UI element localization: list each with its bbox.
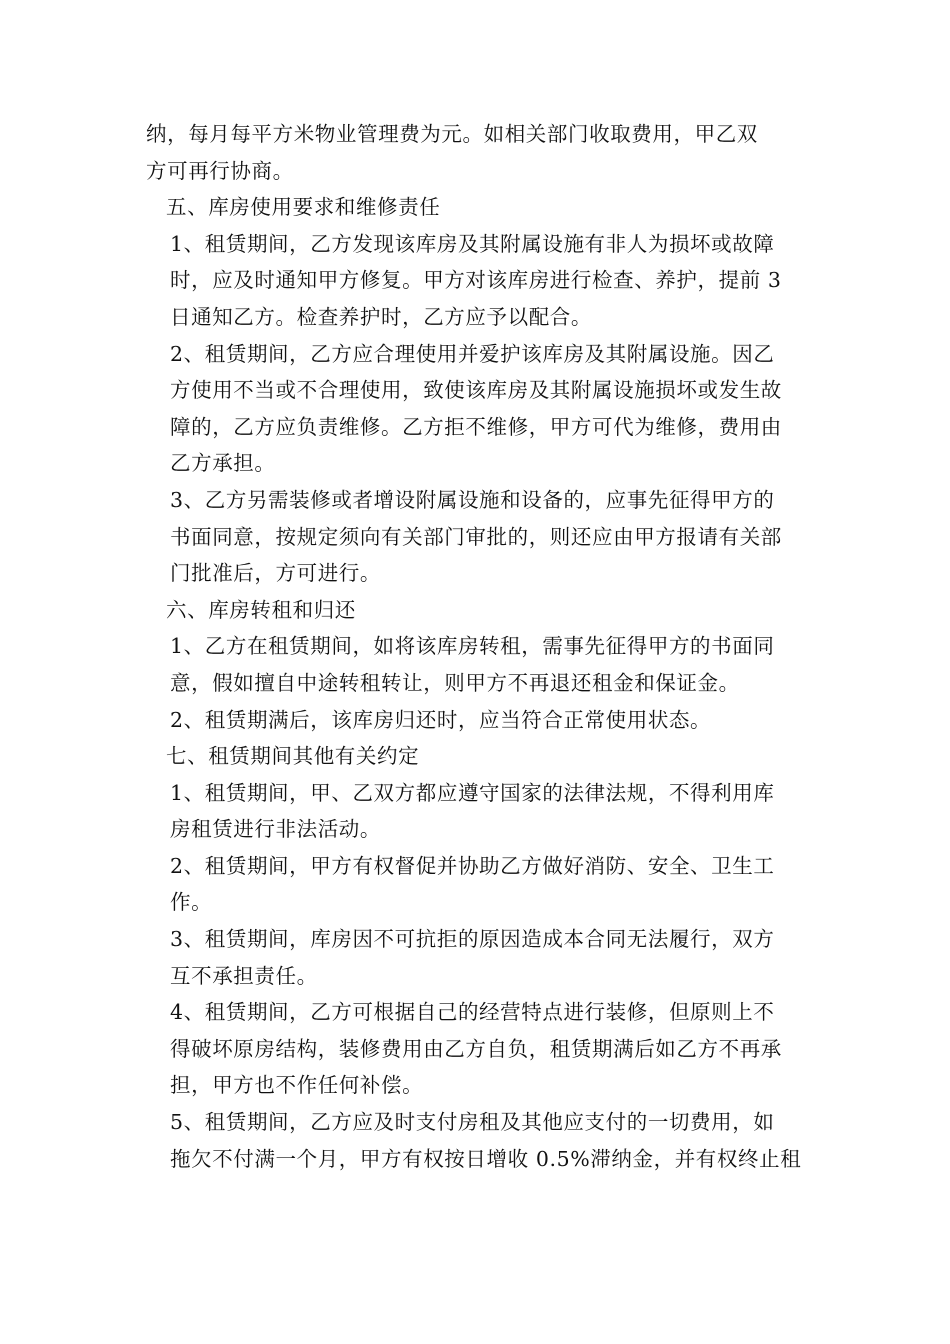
section-heading <box>146 738 808 775</box>
text-line: 七、租赁期间其他有关约定 <box>166 744 420 769</box>
text-line: 房租赁进行非法活动。 <box>170 817 381 842</box>
text-line: 纳，每月每平方米物业管理费为元。如相关部门收取费用，甲乙双 <box>146 122 758 146</box>
text-line: 时，应及时通知甲方修复。甲方对该库房进行检查、养护，提前 3 <box>170 268 782 293</box>
clause-paragraph <box>146 775 808 848</box>
text-line: 方使用不当或不合理使用，致使该库房及其附属设施损坏或发生故 <box>170 378 782 403</box>
text-line: 方可再行协商。 <box>146 158 294 183</box>
text-line: 3、租赁期间，库房因不可抗拒的原因造成本合同无法履行，双方 <box>170 927 775 952</box>
text-line: 书面同意，按规定须向有关部门审批的，则还应由甲方报请有关部 <box>170 524 782 549</box>
document-page <box>146 116 808 1177</box>
text-line: 3、乙方另需装修或者增设附属设施和设备的，应事先征得甲方的 <box>170 487 775 512</box>
text-line: 互不承担责任。 <box>170 963 318 988</box>
text-line: 意，假如擅自中途转租转让，则甲方不再退还租金和保证金。 <box>170 670 740 695</box>
text-line: 得破坏原房结构，装修费用由乙方自负，租赁期满后如乙方不再承 <box>170 1036 782 1061</box>
text-line: 障的，乙方应负责维修。乙方拒不维修，甲方可代为维修，费用由 <box>170 414 782 439</box>
text-line: 1、租赁期间，乙方发现该库房及其附属设施有非人为损坏或故障 <box>170 231 775 256</box>
clause-paragraph <box>146 1104 808 1177</box>
text-line: 门批准后，方可进行。 <box>170 561 381 586</box>
clause-paragraph <box>146 702 808 739</box>
text-line: 2、租赁期间，甲方有权督促并协助乙方做好消防、安全、卫生工 <box>170 853 775 878</box>
clause-paragraph <box>146 848 808 921</box>
text-line: 1、租赁期间，甲、乙双方都应遵守国家的法律法规，不得利用库 <box>170 780 775 805</box>
text-line: 担，甲方也不作任何补偿。 <box>170 1073 424 1098</box>
clause-paragraph <box>146 226 808 336</box>
clause-paragraph <box>146 628 808 701</box>
text-line: 5、租赁期间，乙方应及时支付房租及其他应支付的一切费用，如 <box>170 1110 775 1135</box>
clause-paragraph <box>146 336 808 482</box>
text-line: 1、乙方在租赁期间，如将该库房转租，需事先征得甲方的书面同 <box>170 634 775 659</box>
section-heading <box>146 592 808 629</box>
text-line: 作。 <box>170 890 213 915</box>
text-line: 五、库房使用要求和维修责任 <box>166 195 441 220</box>
clause-paragraph <box>146 994 808 1104</box>
text-line: 六、库房转租和归还 <box>166 597 356 622</box>
text-line: 拖欠不付满一个月，甲方有权按日增收 0.5%滞纳金，并有权终止租 <box>170 1146 802 1171</box>
clause-paragraph <box>146 482 808 592</box>
text-line: 4、租赁期间，乙方可根据自己的经营特点进行装修，但原则上不 <box>170 1000 775 1025</box>
clause-paragraph <box>146 116 808 189</box>
section-heading <box>146 189 808 226</box>
text-line: 2、租赁期间，乙方应合理使用并爱护该库房及其附属设施。因乙 <box>170 341 775 366</box>
clause-paragraph <box>146 921 808 994</box>
text-line: 2、租赁期满后，该库房归还时，应当符合正常使用状态。 <box>170 707 712 732</box>
text-line: 乙方承担。 <box>170 451 276 476</box>
text-line: 日通知乙方。检查养护时，乙方应予以配合。 <box>170 304 592 329</box>
